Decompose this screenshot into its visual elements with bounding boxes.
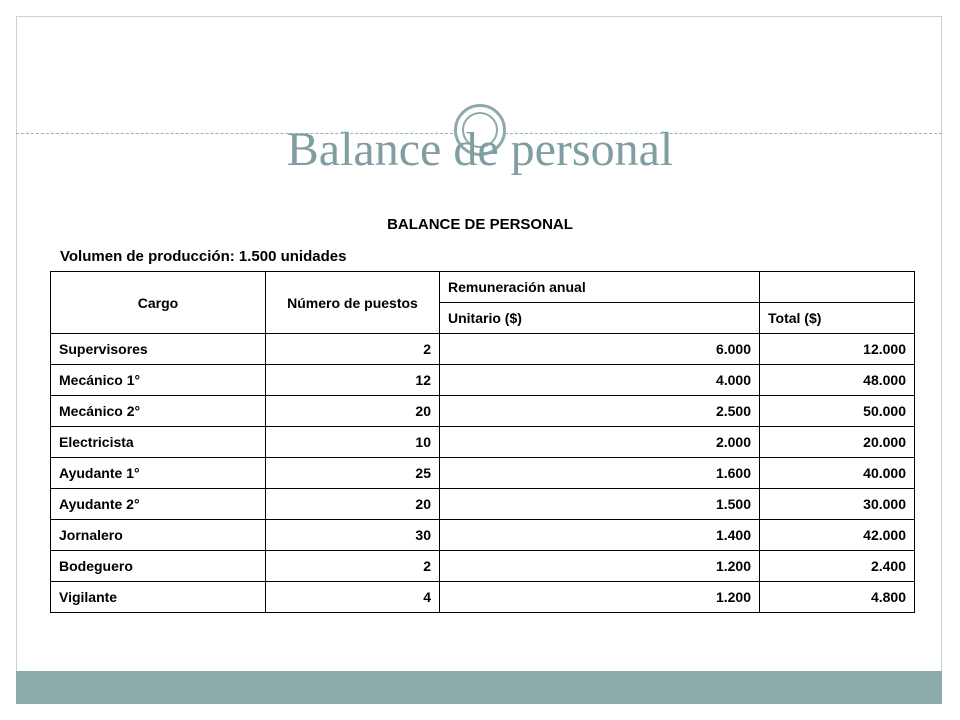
header-total: Total ($) [760, 303, 915, 334]
header-unitario: Unitario ($) [440, 303, 760, 334]
header-row [51, 272, 915, 303]
table-row [51, 489, 915, 520]
header-empty-cell [760, 272, 915, 303]
cell-total: 12.000 [760, 334, 915, 365]
cell-total: 42.000 [760, 520, 915, 551]
cell-total: 4.800 [760, 582, 915, 613]
cell-unitario: 6.000 [440, 334, 760, 365]
header-cargo: Cargo [51, 272, 266, 334]
cell-total: 40.000 [760, 458, 915, 489]
cell-puestos: 20 [266, 396, 440, 427]
cell-total: 50.000 [760, 396, 915, 427]
table-row [51, 396, 915, 427]
cell-cargo: Ayudante 1° [51, 458, 266, 489]
cell-cargo: Vigilante [51, 582, 266, 613]
cell-cargo: Mecánico 1° [51, 365, 266, 396]
cell-puestos: 2 [266, 551, 440, 582]
table-row [51, 520, 915, 551]
cell-unitario: 2.000 [440, 427, 760, 458]
table-heading: BALANCE DE PERSONAL [387, 216, 573, 233]
header-numero-puestos: Número de puestos [266, 272, 440, 334]
cell-puestos: 30 [266, 520, 440, 551]
slide-title: Balance de personal [286, 123, 674, 176]
table-row [51, 334, 915, 365]
table-row [51, 582, 915, 613]
cell-puestos: 4 [266, 582, 440, 613]
cell-cargo: Mecánico 2° [51, 396, 266, 427]
personnel-table [50, 271, 915, 613]
header-remuneracion: Remuneración anual [440, 272, 760, 303]
footer-bar [16, 671, 942, 704]
cell-puestos: 12 [266, 365, 440, 396]
cell-unitario: 1.200 [440, 582, 760, 613]
cell-total: 30.000 [760, 489, 915, 520]
cell-cargo: Jornalero [51, 520, 266, 551]
cell-cargo: Bodeguero [51, 551, 266, 582]
table-row [51, 365, 915, 396]
cell-total: 48.000 [760, 365, 915, 396]
cell-cargo: Supervisores [51, 334, 266, 365]
cell-puestos: 25 [266, 458, 440, 489]
cell-unitario: 2.500 [440, 396, 760, 427]
cell-puestos: 20 [266, 489, 440, 520]
cell-cargo: Ayudante 2° [51, 489, 266, 520]
cell-unitario: 1.500 [440, 489, 760, 520]
table-row [51, 551, 915, 582]
cell-puestos: 2 [266, 334, 440, 365]
production-volume: Volumen de producción: 1.500 unidades [60, 248, 347, 265]
cell-unitario: 4.000 [440, 365, 760, 396]
cell-cargo: Electricista [51, 427, 266, 458]
cell-unitario: 1.400 [440, 520, 760, 551]
cell-unitario: 1.200 [440, 551, 760, 582]
table-row [51, 427, 915, 458]
cell-total: 20.000 [760, 427, 915, 458]
cell-total: 2.400 [760, 551, 915, 582]
cell-unitario: 1.600 [440, 458, 760, 489]
cell-puestos: 10 [266, 427, 440, 458]
table-row [51, 458, 915, 489]
